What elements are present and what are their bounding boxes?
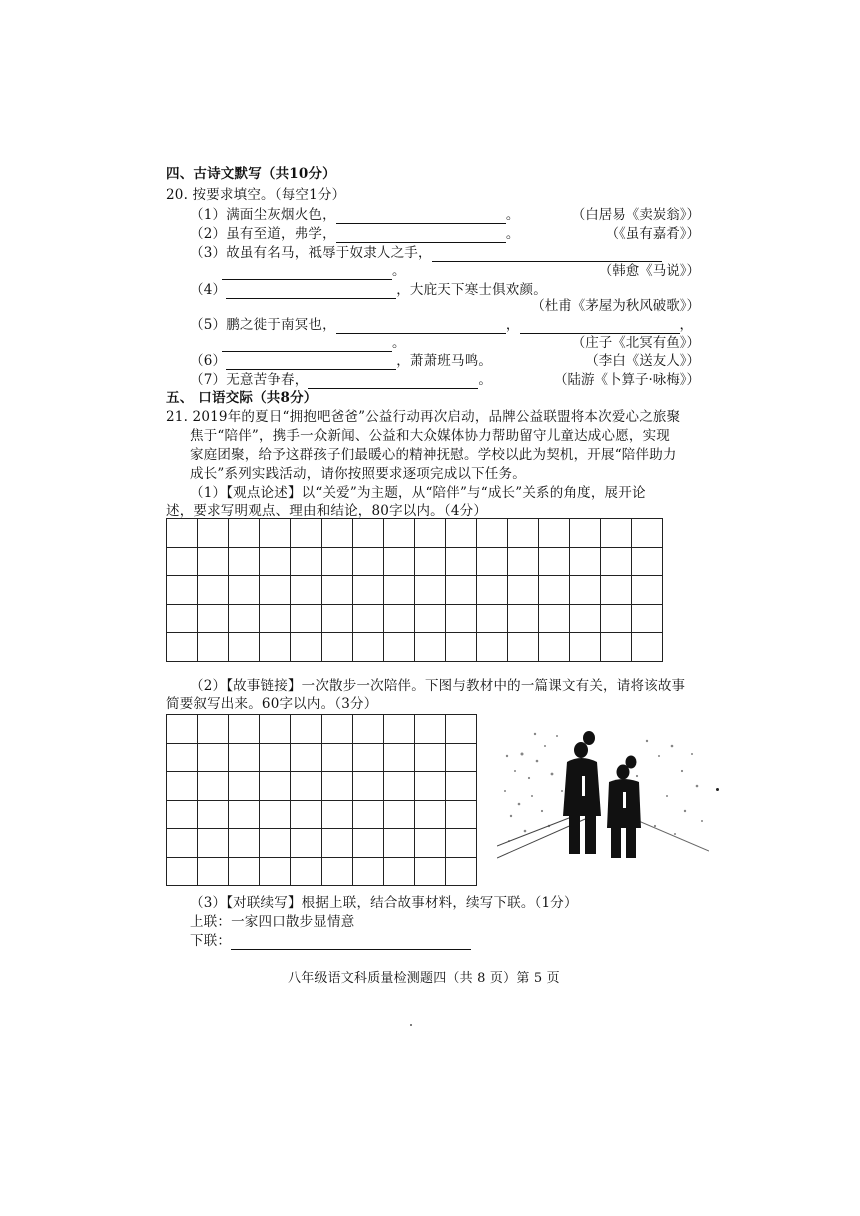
grid-cell[interactable] xyxy=(322,744,353,773)
grid-cell[interactable] xyxy=(601,548,632,577)
grid-cell[interactable] xyxy=(353,576,384,605)
item-7: （7）无意苦争春， 。 xyxy=(190,372,493,388)
item-1: （1）满面尘灰烟火色， 。 xyxy=(190,207,520,223)
grid-cell[interactable] xyxy=(446,548,477,577)
grid-cell[interactable] xyxy=(167,548,198,577)
grid-cell[interactable] xyxy=(260,744,291,773)
grid-cell[interactable] xyxy=(291,772,322,801)
grid-cell[interactable] xyxy=(260,605,291,634)
grid-cell[interactable] xyxy=(632,605,663,634)
grid-cell[interactable] xyxy=(539,633,570,662)
grid-cell[interactable] xyxy=(198,772,229,801)
grid-cell[interactable] xyxy=(477,548,508,577)
grid-cell[interactable] xyxy=(632,633,663,662)
grid-cell[interactable] xyxy=(167,801,198,830)
item-1-source: （白居易《卖炭翁》） xyxy=(571,207,700,223)
grid-cell[interactable] xyxy=(570,519,601,548)
q21-line-2: 焦于“陪伴”，携手一众新闻、公益和大众媒体协力帮助留守儿童达成心愿，实现 xyxy=(190,428,671,444)
grid-cell[interactable] xyxy=(353,519,384,548)
grid-cell[interactable] xyxy=(229,801,260,830)
grid-cell[interactable] xyxy=(539,548,570,577)
grid-cell[interactable] xyxy=(291,858,322,887)
grid-cell[interactable] xyxy=(260,858,291,887)
grid-cell[interactable] xyxy=(229,858,260,887)
item-3: （3）故虽有名马，祗辱于奴隶人之手， xyxy=(190,244,662,262)
answer-blank[interactable] xyxy=(432,247,662,262)
scan-speck xyxy=(410,1024,412,1026)
grid-cell[interactable] xyxy=(384,858,415,887)
grid-cell[interactable] xyxy=(415,633,446,662)
grid-cell[interactable] xyxy=(229,772,260,801)
grid-cell[interactable] xyxy=(384,744,415,773)
grid-cell[interactable] xyxy=(477,605,508,634)
grid-cell[interactable] xyxy=(446,829,477,858)
grid-cell[interactable] xyxy=(539,605,570,634)
grid-cell[interactable] xyxy=(167,633,198,662)
answer-blank[interactable] xyxy=(336,209,506,224)
grid-cell[interactable] xyxy=(508,633,539,662)
grid-cell[interactable] xyxy=(539,576,570,605)
grid-cell[interactable] xyxy=(322,772,353,801)
grid-cell[interactable] xyxy=(229,519,260,548)
answer-blank[interactable] xyxy=(336,228,506,243)
grid-cell[interactable] xyxy=(415,605,446,634)
grid-cell[interactable] xyxy=(260,576,291,605)
grid-cell[interactable] xyxy=(353,772,384,801)
grid-cell[interactable] xyxy=(291,829,322,858)
grid-cell[interactable] xyxy=(384,715,415,744)
answer-blank[interactable] xyxy=(226,355,396,370)
grid-cell[interactable] xyxy=(229,633,260,662)
grid-cell[interactable] xyxy=(384,829,415,858)
answer-blank[interactable] xyxy=(222,265,392,280)
grid-cell[interactable] xyxy=(508,519,539,548)
grid-cell[interactable] xyxy=(167,772,198,801)
grid-cell[interactable] xyxy=(353,744,384,773)
scan-speck xyxy=(716,788,719,791)
grid-cell[interactable] xyxy=(601,576,632,605)
grid-cell[interactable] xyxy=(198,858,229,887)
grid-cell[interactable] xyxy=(291,576,322,605)
task-1-line-1: （1）【观点论述】以“关爱”为主题，从“陪伴”与“成长”关系的角度，展开论 xyxy=(190,485,646,501)
item-2: （2）虽有至道，弗学， 。 xyxy=(190,226,520,242)
grid-cell[interactable] xyxy=(291,801,322,830)
grid-cell[interactable] xyxy=(353,858,384,887)
grid-cell[interactable] xyxy=(384,605,415,634)
grid-cell[interactable] xyxy=(322,576,353,605)
grid-cell[interactable] xyxy=(167,715,198,744)
section-5-title: 五、 口语交际（共8分） xyxy=(166,390,318,406)
grid-cell[interactable] xyxy=(260,801,291,830)
item-5: （5）鹏之徙于南冥也， ， ， xyxy=(190,317,694,333)
q21-line-4: 成长”系列实践活动，请你按照要求逐项完成以下任务。 xyxy=(190,466,526,482)
task-1-line-2: 述，要求写明观点、理由和结论，80字以内。（4分） xyxy=(166,503,488,519)
question-20-prompt: 20. 按要求填空。（每空1分） xyxy=(166,187,346,203)
grid-cell[interactable] xyxy=(446,858,477,887)
grid-cell[interactable] xyxy=(322,605,353,634)
grid-cell[interactable] xyxy=(601,519,632,548)
grid-cell[interactable] xyxy=(229,576,260,605)
grid-cell[interactable] xyxy=(632,548,663,577)
grid-cell[interactable] xyxy=(570,633,601,662)
grid-cell[interactable] xyxy=(384,633,415,662)
grid-cell[interactable] xyxy=(570,576,601,605)
grid-cell[interactable] xyxy=(446,605,477,634)
grid-cell[interactable] xyxy=(229,715,260,744)
grid-cell[interactable] xyxy=(260,829,291,858)
item-7-source: （陆游《卜算子·咏梅》） xyxy=(553,372,700,388)
grid-cell[interactable] xyxy=(353,548,384,577)
answer-blank[interactable] xyxy=(336,319,506,334)
q21-line-3: 家庭团聚，给予这群孩子们最暖心的精神抚慰。学校以此为契机，开展“陪伴助力 xyxy=(190,447,677,463)
grid-cell[interactable] xyxy=(353,633,384,662)
item-6: （6） ，萧萧班马鸣。 xyxy=(190,353,493,369)
grid-cell[interactable] xyxy=(508,605,539,634)
grid-cell[interactable] xyxy=(198,744,229,773)
grid-cell[interactable] xyxy=(508,576,539,605)
grid-cell[interactable] xyxy=(415,744,446,773)
grid-cell[interactable] xyxy=(415,519,446,548)
grid-cell[interactable] xyxy=(322,633,353,662)
grid-cell[interactable] xyxy=(601,605,632,634)
grid-cell[interactable] xyxy=(415,801,446,830)
grid-cell[interactable] xyxy=(291,744,322,773)
answer-blank[interactable] xyxy=(226,284,396,299)
grid-cell[interactable] xyxy=(167,605,198,634)
grid-cell[interactable] xyxy=(291,548,322,577)
grid-cell[interactable] xyxy=(415,772,446,801)
grid-cell[interactable] xyxy=(446,519,477,548)
q21-line-1: 21. 2019年的夏日“拥抱吧爸爸”公益行动再次启动，品牌公益联盟将本次爱心之旅聚 xyxy=(166,409,681,425)
grid-cell[interactable] xyxy=(570,548,601,577)
page-footer: 八年级语文科质量检测题四（共 8 页）第 5 页 xyxy=(288,971,560,986)
grid-cell[interactable] xyxy=(384,801,415,830)
item-4: （4） ，大庇天下寒士俱欢颜。 xyxy=(190,282,547,298)
lower-couplet-blank[interactable] xyxy=(231,935,471,950)
grid-cell[interactable] xyxy=(198,605,229,634)
grid-cell[interactable] xyxy=(291,633,322,662)
grid-cell[interactable] xyxy=(260,633,291,662)
grid-cell[interactable] xyxy=(415,858,446,887)
grid-cell[interactable] xyxy=(539,519,570,548)
answer-blank[interactable] xyxy=(308,374,478,389)
grid-cell[interactable] xyxy=(167,576,198,605)
grid-cell[interactable] xyxy=(198,576,229,605)
grid-cell[interactable] xyxy=(229,548,260,577)
grid-cell[interactable] xyxy=(322,519,353,548)
grid-cell[interactable] xyxy=(415,715,446,744)
grid-cell[interactable] xyxy=(384,772,415,801)
grid-cell[interactable] xyxy=(415,829,446,858)
grid-cell[interactable] xyxy=(291,605,322,634)
upper-couplet: 上联：一家四口散步显情意 xyxy=(190,914,355,930)
family-walk-photo xyxy=(497,716,709,864)
grid-cell[interactable] xyxy=(477,519,508,548)
section-4-title: 四、古诗文默写（共10分） xyxy=(166,166,336,182)
grid-cell[interactable] xyxy=(384,576,415,605)
grid-cell[interactable] xyxy=(477,633,508,662)
grid-cell[interactable] xyxy=(508,548,539,577)
item-2-source: （《虽有嘉肴》） xyxy=(605,226,700,242)
grid-cell[interactable] xyxy=(198,519,229,548)
grid-cell[interactable] xyxy=(229,605,260,634)
grid-cell[interactable] xyxy=(322,548,353,577)
grid-cell[interactable] xyxy=(167,519,198,548)
grid-cell[interactable] xyxy=(291,519,322,548)
grid-cell[interactable] xyxy=(167,744,198,773)
grid-cell[interactable] xyxy=(446,633,477,662)
grid-cell[interactable] xyxy=(260,548,291,577)
grid-cell[interactable] xyxy=(446,576,477,605)
grid-cell[interactable] xyxy=(291,715,322,744)
grid-cell[interactable] xyxy=(477,576,508,605)
answer-blank[interactable] xyxy=(520,319,680,334)
grid-cell[interactable] xyxy=(198,715,229,744)
grid-cell[interactable] xyxy=(229,744,260,773)
grid-cell[interactable] xyxy=(446,744,477,773)
task-2-line-2: 简要叙写出来。60字以内。（3分） xyxy=(166,696,378,712)
grid-cell[interactable] xyxy=(198,548,229,577)
grid-cell[interactable] xyxy=(198,801,229,830)
grid-cell[interactable] xyxy=(167,829,198,858)
task-3-prompt: （3）【对联续写】根据上联，结合故事材料，续写下联。（1分） xyxy=(190,895,578,911)
grid-cell[interactable] xyxy=(322,858,353,887)
item-3-source: （韩愈《马说》） xyxy=(598,263,700,279)
grid-cell[interactable] xyxy=(260,519,291,548)
grid-cell[interactable] xyxy=(415,548,446,577)
grid-cell[interactable] xyxy=(353,715,384,744)
grid-cell[interactable] xyxy=(198,829,229,858)
grid-cell[interactable] xyxy=(384,548,415,577)
item-3-cont: 。 xyxy=(222,262,406,280)
grid-cell[interactable] xyxy=(570,605,601,634)
lower-couplet: 下联： xyxy=(190,932,471,950)
grid-cell[interactable] xyxy=(384,519,415,548)
grid-cell[interactable] xyxy=(322,801,353,830)
grid-cell[interactable] xyxy=(353,605,384,634)
grid-cell[interactable] xyxy=(322,829,353,858)
grid-cell[interactable] xyxy=(260,715,291,744)
grid-cell[interactable] xyxy=(167,858,198,887)
answer-blank[interactable] xyxy=(222,337,392,352)
item-6-source: （李白《送友人》） xyxy=(585,353,700,369)
item-5-source: （庄子《北冥有鱼》） xyxy=(571,335,700,351)
grid-cell[interactable] xyxy=(446,715,477,744)
grid-cell[interactable] xyxy=(322,715,353,744)
item-5-cont: 。 xyxy=(222,334,406,352)
grid-cell[interactable] xyxy=(632,519,663,548)
grid-cell[interactable] xyxy=(446,772,477,801)
task-2-line-1: （2）【故事链接】一次散步一次陪伴。下图与教材中的一篇课文有关，请将该故事 xyxy=(190,678,686,694)
grid-cell[interactable] xyxy=(353,829,384,858)
grid-cell[interactable] xyxy=(353,801,384,830)
grid-cell[interactable] xyxy=(229,829,260,858)
grid-cell[interactable] xyxy=(260,772,291,801)
grid-cell[interactable] xyxy=(632,576,663,605)
grid-cell[interactable] xyxy=(446,801,477,830)
answer-grid-task-1[interactable] xyxy=(166,518,663,662)
answer-grid-task-2[interactable] xyxy=(166,714,477,886)
grid-cell[interactable] xyxy=(415,576,446,605)
grid-cell[interactable] xyxy=(198,633,229,662)
grid-cell[interactable] xyxy=(601,633,632,662)
item-4-source: （杜甫《茅屋为秋风破歌》） xyxy=(531,298,700,314)
